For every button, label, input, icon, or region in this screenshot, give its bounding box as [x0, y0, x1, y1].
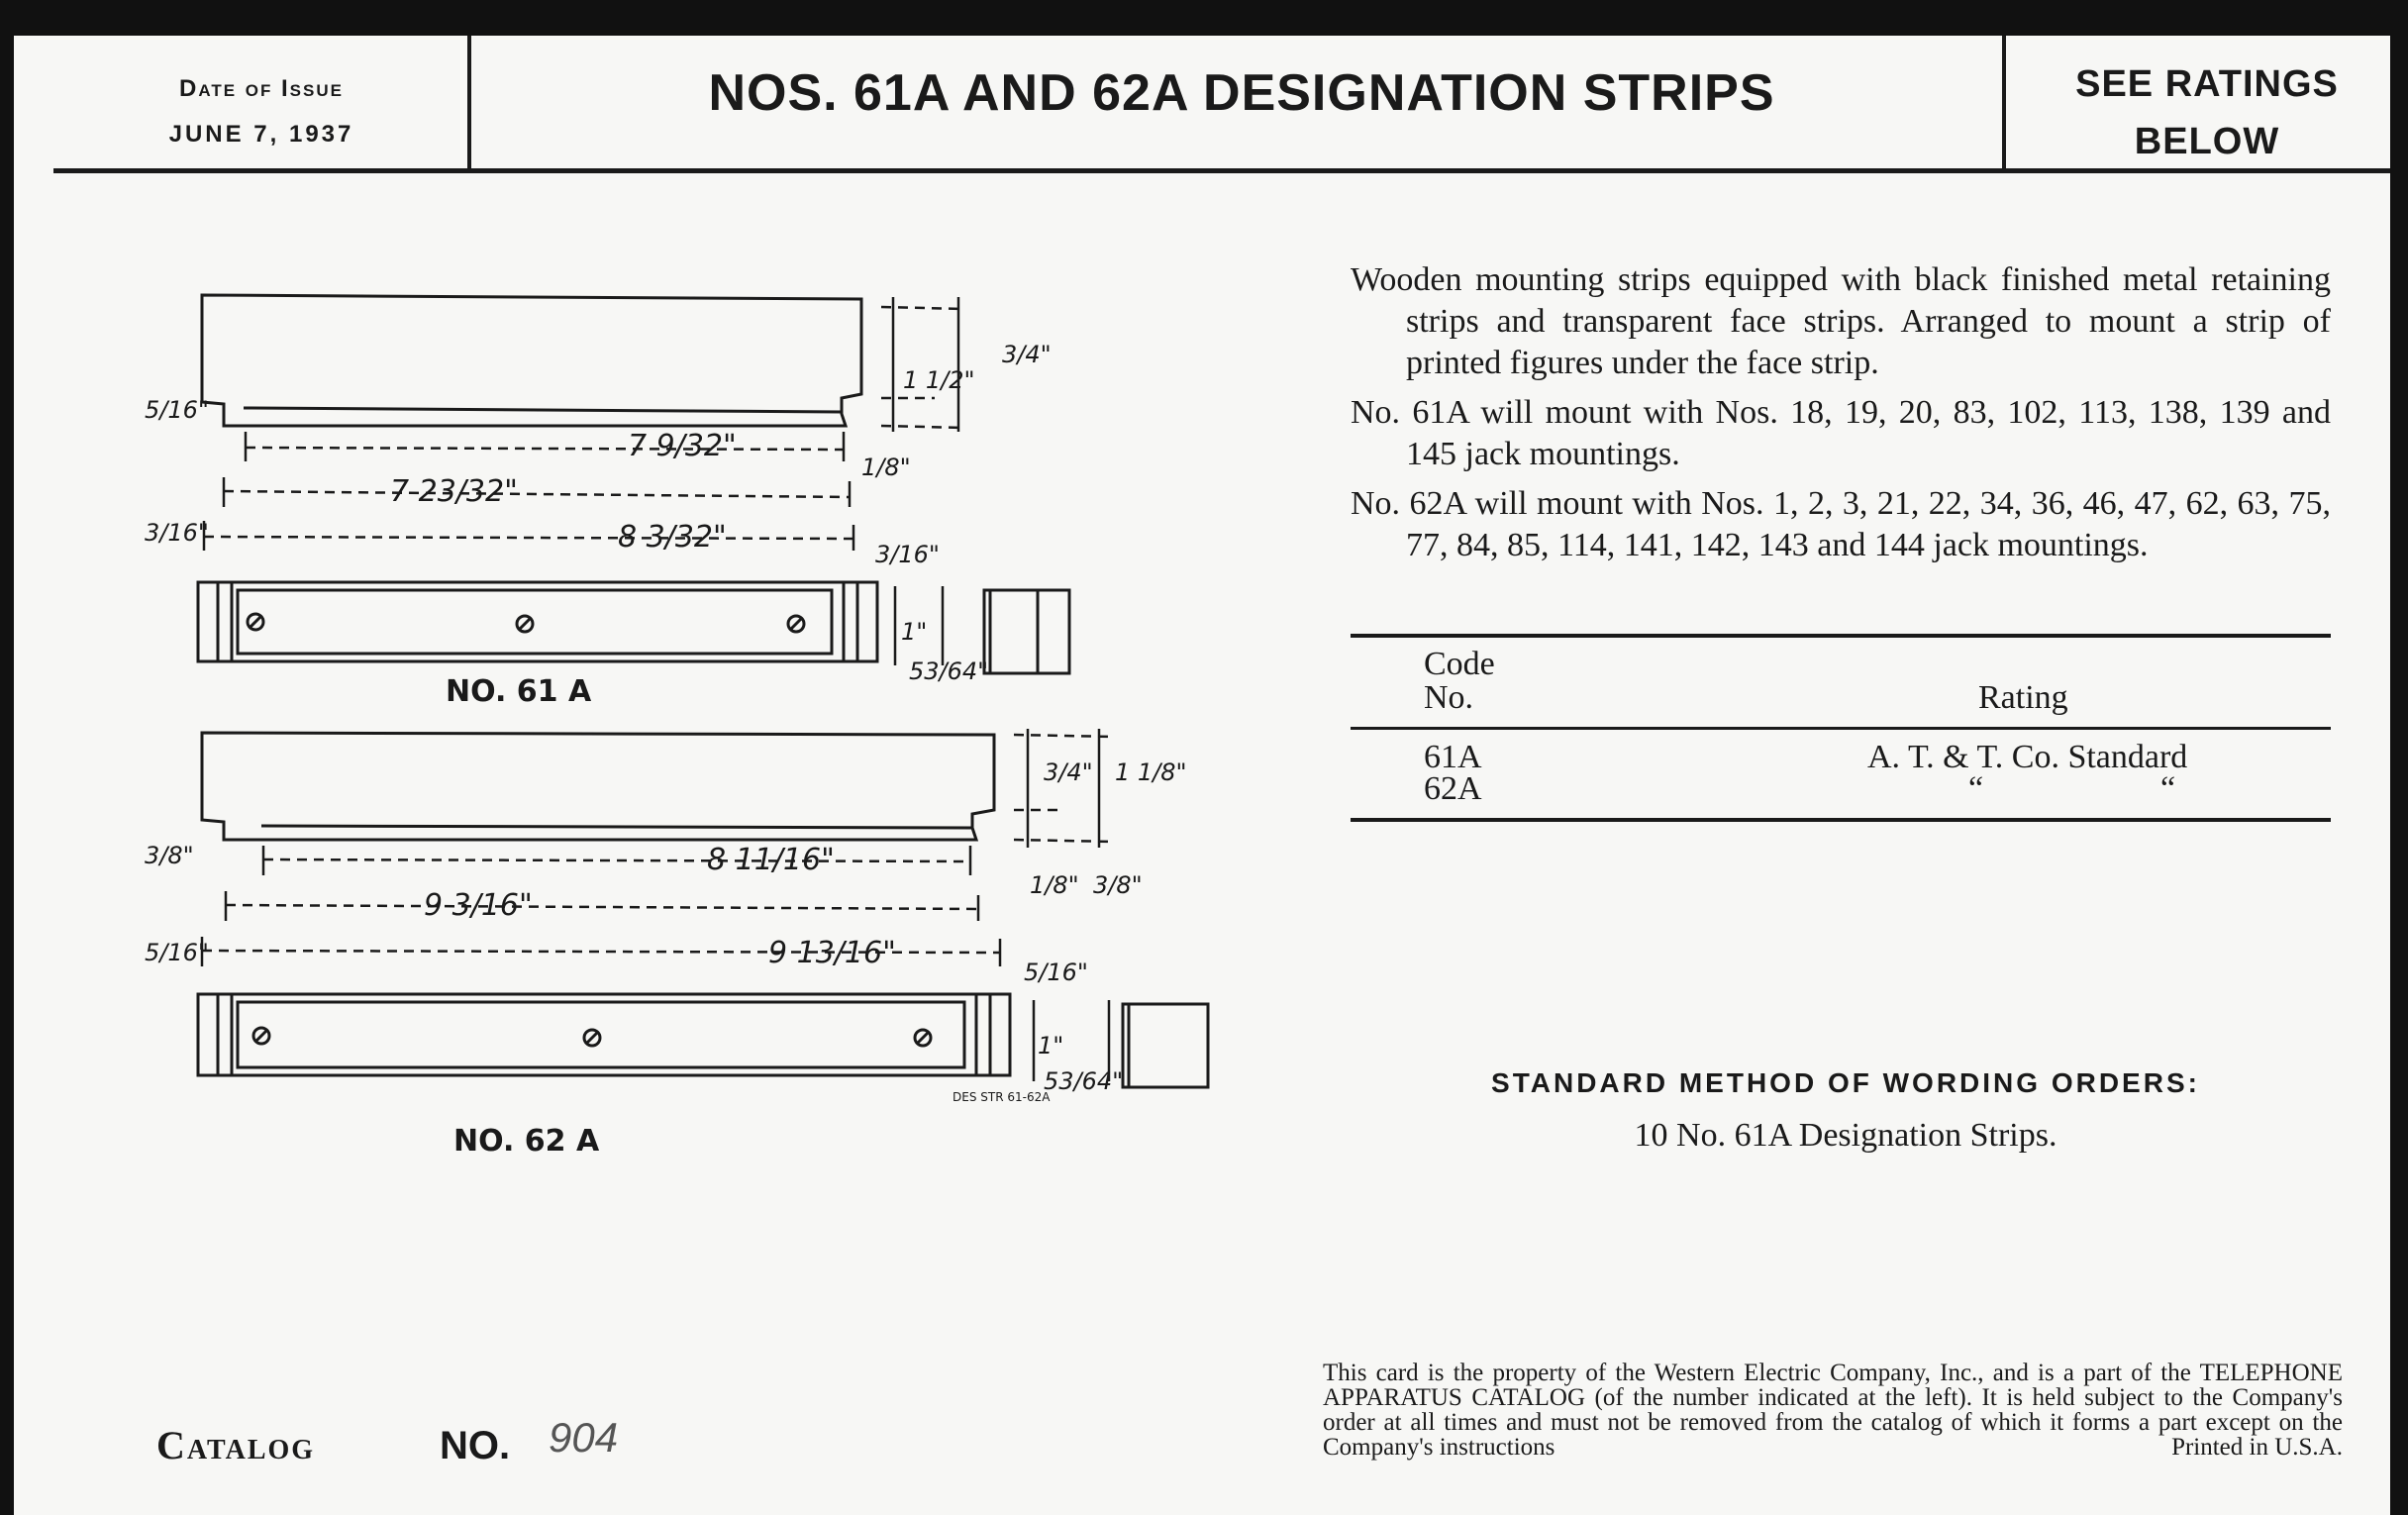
- dim-62a-left2: 5/16": [145, 939, 209, 966]
- dimension-lines-62a: [202, 735, 1113, 953]
- col-code-header-1: Code: [1424, 646, 1495, 682]
- ordering-method-example: 10 No. 61A Designation Strips.: [1634, 1117, 2057, 1154]
- description-para-3: No. 62A will mount with Nos. 1, 2, 3, 21, 22, 34, 36, 46, 47, 62, 63, 75, 77, 84, 85, 114, 141, 142, 143 and 144 jack mountings.: [1351, 485, 2331, 563]
- catalog-number: 904: [549, 1414, 619, 1461]
- strip-62a-end-view: [1123, 1004, 1208, 1087]
- strip-62a-top-view: [198, 994, 1010, 1075]
- dim-62a-b: 9 3/16": [424, 888, 533, 923]
- strip-61a-end-view: [984, 590, 1069, 673]
- technical-drawings: [14, 36, 1301, 1159]
- catalog-card: [14, 36, 2390, 1515]
- dim-62a-w2: 53/64": [1044, 1067, 1124, 1095]
- strip-62a-side-view: [202, 733, 994, 840]
- dim-62a-right1: 1/8": [1030, 871, 1079, 899]
- property-notice-text: This card is the property of the Western Electric Company, Inc., and is a part of the TELEPHONE APPARATUS CATALOG (of the number indicated at the left). It is held subject to the Company's order at all times and must not be removed from the catalog of which it forms a part except on the Company's instructions: [1323, 1360, 2343, 1461]
- dim-61a-right1: 1/8": [861, 454, 911, 481]
- description: [1351, 259, 2331, 574]
- table-row-ditto: “: [2160, 770, 2176, 807]
- issue-date: JUNE 7, 1937: [168, 121, 354, 148]
- dim-61a-right2: 3/16": [875, 541, 940, 568]
- table-row-ditto: “: [1968, 770, 1984, 807]
- table-top-rule: [1351, 634, 2331, 638]
- dim-61a-a: 7 9/32": [628, 429, 737, 463]
- strip-61a-side-view: [202, 295, 861, 426]
- dim-62a-h2: 1 1/8": [1115, 758, 1187, 786]
- page-title: NOS. 61A AND 62A DESIGNATION STRIPS: [708, 64, 1775, 122]
- col-code-header-2: No.: [1424, 679, 1474, 716]
- table-row-code: 62A: [1424, 770, 1482, 807]
- printed-in: Printed in U.S.A.: [2171, 1434, 2343, 1461]
- catalog-label: Catalog: [156, 1423, 316, 1467]
- table-row-rating: A. T. & T. Co. Standard: [1867, 739, 2188, 775]
- dim-61a-h2: 1 1/2": [903, 366, 975, 394]
- dim-61a-w2: 53/64": [909, 657, 989, 685]
- label-61a: NO. 61 A: [446, 674, 592, 709]
- description-para-1: Wooden mounting strips equipped with black finished metal retaining strips and transparent face strips. Arranged to mount a strip of printed figures under the face strip.: [1351, 261, 2331, 381]
- catalog-no-label: NO.: [440, 1424, 511, 1467]
- col-rating-header: Rating: [1978, 679, 2068, 716]
- ratings-note: [2024, 55, 2390, 170]
- dim-61a-w1: 1": [901, 618, 928, 646]
- property-notice: [1323, 1361, 2343, 1460]
- strip-61a-top-view: [198, 582, 877, 661]
- issue-date-label: Date of Issue: [179, 75, 344, 102]
- ratings-note-line1: SEE RATINGS: [2075, 63, 2339, 105]
- table-header-rule: [1351, 727, 2331, 730]
- table-row-code: 61A: [1424, 739, 1482, 775]
- dim-62a-a: 8 11/16": [707, 843, 835, 877]
- dim-62a-left1: 3/8": [145, 842, 194, 869]
- drawing-code: DES STR 61-62A: [953, 1090, 1051, 1104]
- dim-62a-right3: 5/16": [1024, 959, 1088, 986]
- table-bottom-rule: [1351, 818, 2331, 822]
- dim-61a-h1: 3/4": [1002, 341, 1052, 368]
- dim-62a-h1: 3/4": [1044, 758, 1093, 786]
- dim-61a-left1: 5/16": [145, 396, 209, 424]
- description-para-2: No. 61A will mount with Nos. 18, 19, 20, 83, 102, 113, 138, 139 and 145 jack mountings.: [1351, 394, 2331, 472]
- dim-61a-b: 7 23/32": [390, 474, 518, 509]
- ordering-method-title: STANDARD METHOD OF WORDING ORDERS:: [1491, 1067, 2200, 1098]
- ratings-note-line2: BELOW: [2134, 121, 2280, 162]
- dim-62a-c: 9 13/16": [768, 936, 896, 970]
- dim-62a-right2: 3/8": [1093, 871, 1143, 899]
- label-62a: NO. 62 A: [453, 1124, 600, 1159]
- dim-62a-w1: 1": [1038, 1032, 1064, 1060]
- dim-61a-left2: 3/16": [145, 519, 209, 547]
- dim-61a-c: 8 3/32": [618, 520, 727, 555]
